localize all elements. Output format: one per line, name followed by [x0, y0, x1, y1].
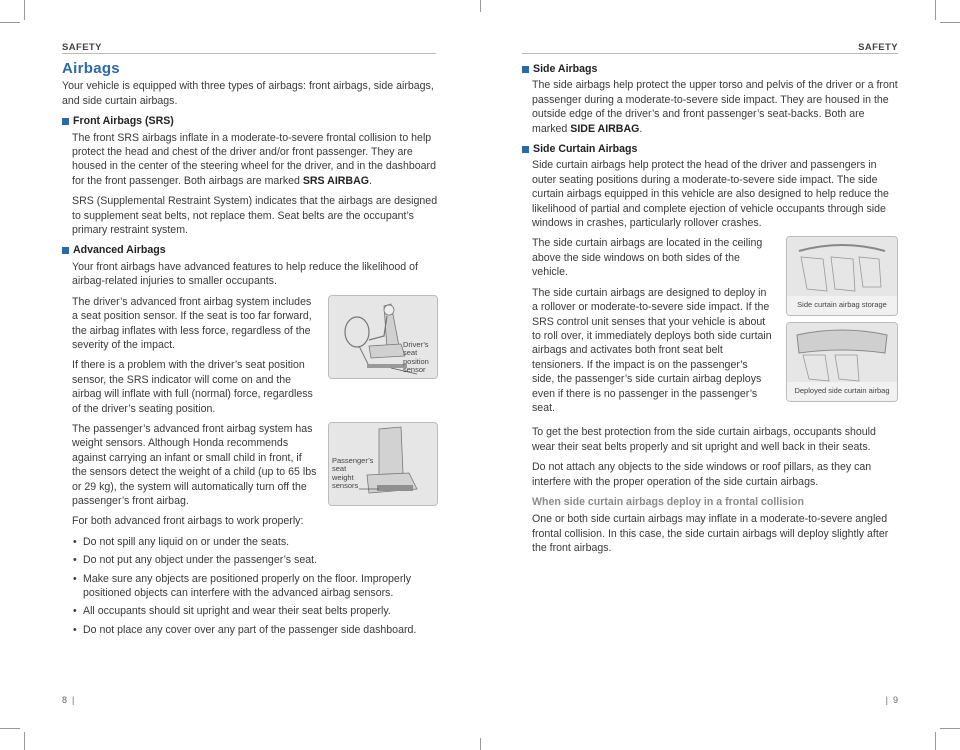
side-curtain-body [532, 158, 898, 555]
square-bullet-icon [522, 146, 529, 153]
driver-seat-illustration [328, 295, 438, 379]
square-bullet-icon [62, 247, 69, 254]
front-airbags-paragraph: The front SRS airbags inflate in a moderate-to-severe frontal collision to help protect the head and chest of the driver and/or front passenger. They are housed in the center of the steering wheel for the driver, and in the dashboard for the front passenger. Both airbags are marked SRS AIRBAG. [72, 131, 436, 187]
passenger-seat-illustration [328, 422, 438, 506]
requirements-list [72, 535, 438, 637]
running-header-left: SAFETY [62, 42, 102, 53]
crop-mark [940, 22, 960, 23]
crop-mark [24, 0, 25, 20]
side-airbags-body [532, 78, 898, 136]
curtain-location-block [532, 236, 898, 421]
header-rule-right [522, 53, 898, 54]
crop-mark [0, 22, 20, 23]
section-heading-advanced-airbags: Advanced Airbags [62, 243, 438, 257]
best-protection-paragraph: To get the best protection from the side curtain airbags, occupants should wear their seat belts properly and sit upright and well back in their seats. [532, 426, 876, 453]
advanced-intro: Your front airbags have advanced features to help reduce the likelihood of airbag-related injuries to smaller occupants. [72, 260, 418, 288]
page-number-right: | 9 [885, 695, 898, 705]
curtain-deployed-caption: Deployed side curtain airbag [787, 382, 897, 401]
square-bullet-icon [522, 66, 529, 73]
front-airbags-body [72, 131, 438, 238]
crop-mark [0, 728, 20, 729]
list-item: • Do not place any cover over any part of the passenger side dashboard. [72, 623, 438, 637]
list-item: • Do not spill any liquid on or under the seats. [72, 535, 438, 549]
driver-sensor-problem-paragraph: If there is a problem with the driver’s seat position sensor, the SRS indicator will come on and the airbag will inflate with full (normal) force, regardless of the driver’s seating position. [72, 359, 313, 415]
passenger-sensor-caption: Passenger’s seat weight sensors [332, 455, 374, 491]
frontal-collision-subheading: When side curtain airbags deploy in a frontal collision [532, 495, 804, 508]
page-number-left: 8 | [62, 695, 75, 705]
curtain-storage-illustration [786, 236, 898, 316]
passenger-sensor-block [72, 422, 438, 514]
crop-mark [935, 0, 936, 20]
srs-paragraph: SRS (Supplemental Restraint System) indicates that the airbags are designed to supplement seat belts, not replace them. Seat belts are the occupant’s primary restraint system. [72, 195, 438, 237]
driver-sensor-paragraph: The driver’s advanced front airbag system includes a seat position sensor. If the seat is too far forward, the airbag inflates with less force, regardless of the severity of the impact. [72, 295, 312, 351]
frontal-collision-paragraph: One or both side curtain airbags may inflate in a moderate-to-severe angled frontal collision. In this case, the side curtain airbags will deploy slightly after the front airbags. [532, 513, 889, 555]
list-item: • Do not put any object under the passenger’s seat. [72, 553, 438, 567]
side-curtain-paragraph: Side curtain airbags help protect the head of the driver and passengers in outer seating positions during a moderate-to-severe side impact. The side curtain airbags equipped in this vehicle are also designed to help reduce the likelihood of partial and complete ejection of vehicle occupants through side windows in crashes, particularly rollover crashes. [532, 159, 889, 230]
header-rule-left [62, 53, 436, 54]
right-column [522, 60, 898, 562]
list-item: • All occupants should sit upright and wear their seat belts properly. [72, 604, 438, 618]
driver-sensor-block [72, 295, 438, 422]
section-heading-front-airbags: Front Airbags (SRS) [62, 114, 438, 128]
driver-sensor-caption: Driver’s seat position sensor [403, 339, 429, 375]
crop-mark [935, 732, 936, 750]
curtain-deployed-illustration [786, 322, 898, 402]
intro-paragraph: Your vehicle is equipped with three types of airbags: front airbags, side airbags, and side curtain airbags. [62, 80, 434, 107]
both-airbags-intro: For both advanced front airbags to work properly: [72, 515, 304, 528]
section-heading-side-airbags: Side Airbags [522, 62, 898, 76]
advanced-airbags-body [72, 260, 438, 637]
crop-mark [480, 738, 481, 750]
running-header-right: SAFETY [858, 42, 898, 53]
curtain-figures [786, 236, 898, 421]
side-airbags-paragraph: The side airbags help protect the upper torso and pelvis of the driver or a front passenger during a moderate-to-severe side impact. They are housed in the outside edge of the driver’s and front passenger’s seat-backs. Both are marked SIDE AIRBAG. [532, 79, 898, 135]
curtain-deploy-paragraph: The side curtain airbags are designed to deploy in a rollover or moderate-to-severe side impact. If the SRS control unit senses that your vehicle is about to roll over, it immediately deploys both side curtain airbags and activates both front seat belt tensioners. If the impact is on the passenger’s side, the passenger’s side curtain airbag deploys even if there is no passenger in the passenger’s seat. [532, 286, 772, 414]
passenger-sensor-paragraph: The passenger’s advanced front airbag system has weight sensors. Although Honda recommends against carrying an infant or small child in front, if the sensors detect the weight of a child (up to 65 lbs or 29 kg), the system will automatically turn off the passenger’s front airbag. [72, 422, 317, 507]
curtain-location-paragraph: The side curtain airbags are located in the ceiling above the side windows on both sides of the vehicle. [532, 237, 763, 279]
page-title: Airbags [62, 60, 120, 77]
list-item: • Make sure any objects are positioned properly on the floor. Improperly positioned objects can interfere with the advanced airbag sensors. [72, 572, 438, 601]
left-column [62, 62, 438, 641]
square-bullet-icon [62, 118, 69, 125]
crop-mark [480, 0, 481, 12]
crop-mark [24, 732, 25, 750]
do-not-attach-paragraph: Do not attach any objects to the side windows or roof pillars, as they can interfere with the proper operation of the side curtain airbags. [532, 461, 872, 488]
curtain-storage-caption: Side curtain airbag storage [787, 296, 897, 315]
section-heading-side-curtain-airbags: Side Curtain Airbags [522, 142, 898, 156]
crop-mark [940, 728, 960, 729]
